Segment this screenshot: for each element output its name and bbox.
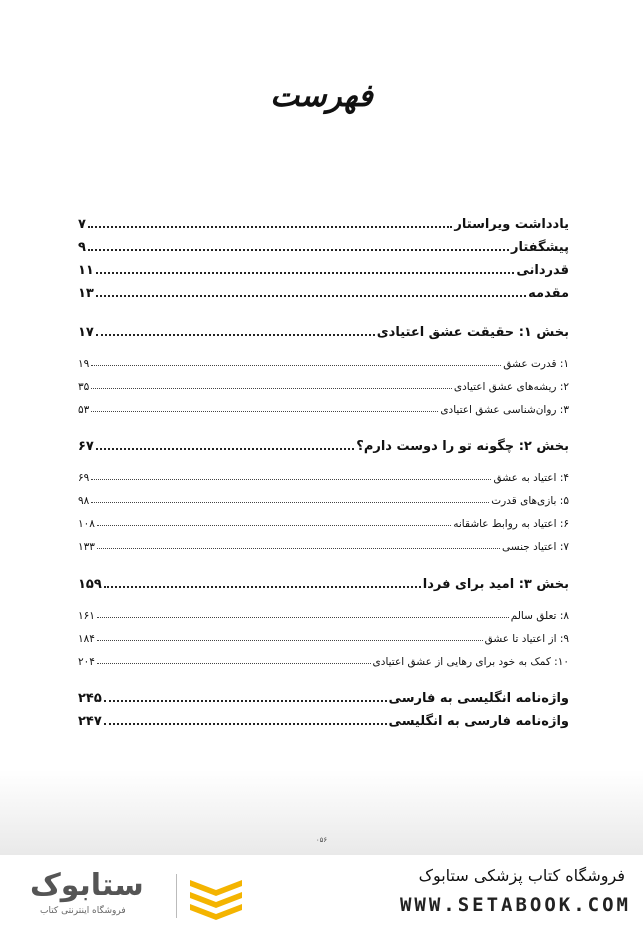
toc-entry-page: ۶۹ <box>78 472 90 484</box>
toc-entry-page: ۱۸۴ <box>78 633 95 645</box>
toc-entry-page: ۹ <box>78 240 86 255</box>
toc-entry-page: ۱۶۱ <box>78 610 95 622</box>
toc-entry-page: ۱۷ <box>78 325 94 340</box>
toc-leader-dots <box>97 617 509 618</box>
page-title: فهرست <box>270 78 373 114</box>
toc-leader-dots <box>91 365 501 366</box>
toc-leader-dots <box>88 226 452 228</box>
toc-entry <box>78 600 569 622</box>
toc-entry-label: ۱: قدرت عشق <box>503 358 569 370</box>
toc-entry <box>78 531 569 553</box>
toc-leader-dots <box>96 448 354 450</box>
toc-entry-label: ۹: از اعتیاد تا عشق <box>484 633 569 645</box>
toc-entry-page: ۱۳ <box>78 286 94 301</box>
toc-entry <box>78 462 569 484</box>
toc-leader-dots <box>91 502 489 503</box>
toc-entry <box>78 508 569 530</box>
toc-entry-page: ۱۰۸ <box>78 518 95 530</box>
toc-entry <box>78 318 569 340</box>
toc-entry-label: واژه‌نامه انگلیسی به فارسی <box>388 691 569 706</box>
store-url[interactable]: WWW.SETABOOK.COM <box>399 894 631 916</box>
page-number-footer: ۰۵۶ <box>315 836 328 844</box>
toc-entry-label: پیشگفتار <box>510 240 569 255</box>
toc-entry-label: بخش ۳: امید برای فردا <box>422 577 569 592</box>
toc-entry-page: ۵۳ <box>78 404 90 416</box>
toc-entry-page: ۲۰۴ <box>78 656 95 668</box>
toc-leader-dots <box>96 334 375 336</box>
toc-entry <box>78 233 569 255</box>
toc-entry-page: ۱۱ <box>78 263 94 278</box>
store-logo-tagline: فروشگاه اینترنتی کتاب <box>40 906 126 916</box>
toc-entry-label: ۳: روان‌شناسی عشق اعتیادی <box>440 404 569 416</box>
toc-entry-page: ۱۳۳ <box>78 541 95 553</box>
toc-entry <box>78 279 569 301</box>
toc-entry <box>78 432 569 454</box>
toc-entry-label: بخش ۱: حقیقت عشق اعتیادی <box>376 325 569 340</box>
toc-leader-dots <box>88 249 509 251</box>
store-name: فروشگاه کتاب پزشکی ستابوک <box>418 866 625 885</box>
toc-entry <box>78 623 569 645</box>
toc-leader-dots <box>97 548 500 549</box>
toc-entry-page: ۱۵۹ <box>78 577 102 592</box>
toc-entry <box>78 394 569 416</box>
toc-entry <box>78 707 569 729</box>
book-stack-icon <box>186 874 246 920</box>
toc-leader-dots <box>104 586 421 588</box>
toc-entry-label: ۷: اعتیاد جنسی <box>501 541 569 553</box>
toc-entry-page: ۳۵ <box>78 381 90 393</box>
toc-entry-page: ۹۸ <box>78 495 90 507</box>
toc-leader-dots <box>96 295 526 297</box>
toc-entry-label: مقدمه <box>528 286 569 301</box>
toc-leader-dots <box>91 479 491 480</box>
store-logo-wordmark: ستابوک <box>30 868 144 903</box>
toc-entry <box>78 256 569 278</box>
toc-leader-dots <box>97 640 483 641</box>
toc-entry-label: واژه‌نامه فارسی به انگلیسی <box>388 714 569 729</box>
logo-divider <box>176 874 177 918</box>
toc-entry <box>78 570 569 592</box>
toc-entry-label: ۲: ریشه‌های عشق اعتیادی <box>453 381 569 393</box>
toc-entry-label: ۸: تعلق سالم <box>510 610 569 622</box>
toc-entry <box>78 485 569 507</box>
toc-entry-label: ۱۰: کمک به خود برای رهایی از عشق اعتیادی <box>372 656 569 668</box>
toc-entry <box>78 684 569 706</box>
toc-entry-label: یادداشت ویراستار <box>454 217 569 232</box>
toc-entry <box>78 646 569 668</box>
toc-entry <box>78 371 569 393</box>
toc-entry-label: قدردانی <box>516 263 569 278</box>
toc-leader-dots <box>91 388 452 389</box>
toc-entry-label: ۴: اعتیاد به عشق <box>493 472 569 484</box>
toc-leader-dots <box>104 700 387 702</box>
toc-entry-label: ۵: بازی‌های قدرت <box>491 495 569 507</box>
toc-leader-dots <box>97 663 371 664</box>
toc-leader-dots <box>91 411 438 412</box>
toc-entry-label: بخش ۲: چگونه تو را دوست دارم؟ <box>356 439 569 454</box>
toc-leader-dots <box>97 525 451 526</box>
toc-entry-label: ۶: اعتیاد به روابط عاشقانه <box>453 518 569 530</box>
toc-entry-page: ۱۹ <box>78 358 90 370</box>
toc-entry-page: ۲۴۷ <box>78 714 102 729</box>
toc-entry <box>78 210 569 232</box>
toc-entry-page: ۶۷ <box>78 439 94 454</box>
toc-entry <box>78 348 569 370</box>
toc-entry-page: ۲۴۵ <box>78 691 102 706</box>
toc-leader-dots <box>104 723 387 725</box>
toc-leader-dots <box>96 272 514 274</box>
toc-entry-page: ۷ <box>78 217 86 232</box>
